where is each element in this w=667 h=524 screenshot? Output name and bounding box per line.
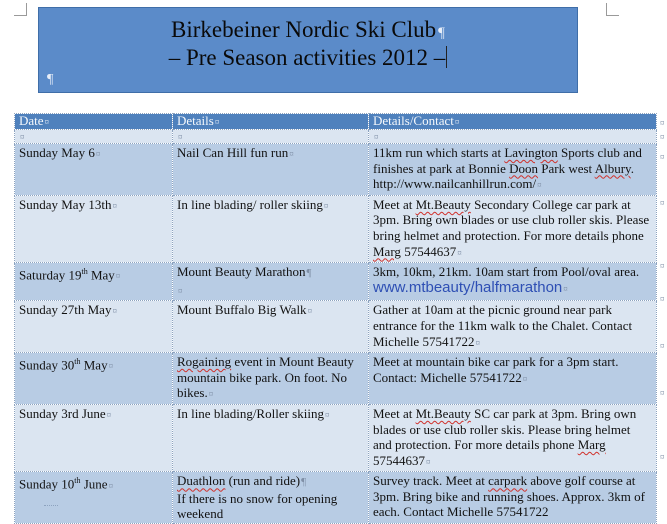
cell-end-marker-icon: ¤	[324, 409, 330, 420]
table-row	[15, 353, 657, 405]
cell-end-marker-icon: ¤	[20, 132, 25, 142]
row-end-marker-icon: ¤	[660, 261, 665, 271]
table-cell[interactable]	[15, 130, 173, 144]
cell-end-marker-icon: ¤	[214, 117, 220, 127]
page-margin-corner-left	[14, 3, 27, 16]
cell-end-marker-icon: ¤	[44, 117, 50, 127]
table-cell[interactable]	[173, 130, 369, 144]
activities-table[interactable]	[14, 113, 657, 524]
text-cursor	[446, 46, 447, 68]
cell-end-marker-icon: ¤	[178, 132, 183, 142]
table-header-row	[15, 114, 657, 130]
table-row	[15, 472, 657, 524]
cell-end-marker-icon: ¤	[95, 149, 101, 159]
details-cell[interactable]: Duathlon (run and ride)¶ If there is no snow for opening weekend	[173, 472, 369, 524]
header-contact: Details/Contact¤	[369, 114, 657, 130]
contact-cell[interactable]: Meet at Mt.Beauty SC car park at 3pm. Bring own blades or use club roller skis. Please bring helmet and protection. For more details phone Marg 57544637¤	[369, 404, 657, 471]
row-end-marker-icon: ¤	[660, 294, 665, 304]
table-spacer-row	[15, 130, 657, 144]
table-row	[15, 404, 657, 471]
cell-end-marker-icon: ¤	[106, 409, 112, 420]
cell-end-marker-icon: ¤	[323, 200, 329, 211]
cell-end-marker-icon: ¤	[457, 247, 462, 258]
paragraph-mark-icon: ¶	[438, 25, 445, 41]
title-line-2: – Pre Season activities 2012 –	[168, 45, 446, 70]
row-end-marker-icon: ¤	[660, 388, 665, 398]
date-cell[interactable]: Sunday 3rd June¤	[15, 404, 173, 471]
cell-end-marker-icon: ¤	[289, 149, 294, 159]
table-row	[15, 195, 657, 262]
marathon-link[interactable]: www.mtbeauty/halfmarathon	[373, 278, 563, 296]
row-end-marker-icon: ¤	[660, 452, 665, 462]
cell-end-marker-icon: ¤	[307, 306, 313, 317]
paragraph-mark-icon: ¶	[301, 476, 307, 489]
header-date: Date¤	[15, 114, 173, 130]
title-line-1: Birkebeiner Nordic Ski Club ¶	[171, 17, 445, 42]
contact-cell[interactable]: Gather at 10am at the picnic ground near park entrance for the 11km walk to the Chalet. Contact Michelle 57541722¤	[369, 301, 657, 353]
contact-cell[interactable]: Meet at mountain bike car park for a 3pm start. Contact: Michelle 57541722¤	[369, 353, 657, 405]
date-cell[interactable]: Sunday 27th May¤	[15, 301, 173, 353]
details-cell[interactable]: In line blading/Roller skiing¤	[173, 404, 369, 471]
details-cell[interactable]: Mount Buffalo Big Walk¤	[173, 301, 369, 353]
date-cell[interactable]: Sunday 10th June¤	[15, 472, 173, 524]
cell-end-marker-icon: ¤	[454, 117, 460, 127]
contact-cell[interactable]: Survey track. Meet at carpark above golf course at 3pm. Bring bike and running shoes. Approx. 3km of each. Contact Michelle 57541722	[369, 472, 657, 524]
cell-end-marker-icon: ¤	[563, 283, 568, 294]
date-cell[interactable]: Sunday May 13th¤	[15, 195, 173, 262]
row-end-marker-icon: ¤	[660, 118, 665, 128]
row-end-marker-icon: ¤	[660, 152, 665, 162]
cell-end-marker-icon: ¤	[178, 285, 183, 296]
cell-end-marker-icon: ¤	[426, 456, 431, 467]
date-cell[interactable]: Sunday 30th May¤	[15, 353, 173, 405]
contact-cell[interactable]: 11km run which starts at Lavington Sports club and finishes at park at Bonnie Doon Park west Albury. http://www.nailcanhillrun.com/¤	[369, 144, 657, 196]
row-end-marker-icon: ¤	[660, 198, 665, 208]
table-row	[15, 301, 657, 353]
details-cell[interactable]: Nail Can Hill fun run¤	[173, 144, 369, 196]
paragraph-mark-icon: ¶	[47, 72, 54, 87]
row-end-marker-icon: ¤	[660, 341, 665, 351]
contact-cell[interactable]: 3km, 10km, 21km. 10am start from Pool/oval area. www.mtbeauty/halfmarathon¤	[369, 263, 657, 301]
cell-end-marker-icon: ¤	[108, 361, 114, 372]
details-cell[interactable]: Mount Beauty Marathon¶ ¤	[173, 263, 369, 301]
table-row	[15, 263, 657, 301]
cell-end-marker-icon: ¤	[112, 200, 117, 211]
row-end-marker-icon: ¤	[660, 132, 665, 142]
cell-end-marker-icon: ¤	[522, 373, 528, 384]
cell-end-marker-icon: ¤	[374, 132, 379, 142]
date-cell[interactable]: Sunday May 6¤	[15, 144, 173, 196]
contact-cell[interactable]: Meet at Mt.Beauty Secondary College car park at 3pm. Bring own blades or use club roller skis. Please bring helmet and protection. For more details phone Marg 57544637¤	[369, 195, 657, 262]
cell-end-marker-icon: ¤	[108, 480, 114, 491]
paragraph-mark-icon: ¶	[306, 267, 312, 280]
details-cell[interactable]: Rogaining event in Mount Beauty mountain bike park. On foot. No bikes.¤	[173, 353, 369, 405]
title-box[interactable]	[38, 7, 578, 93]
table-row	[15, 144, 657, 196]
cell-end-marker-icon: ¤	[112, 306, 117, 317]
table-bottom-marker	[44, 505, 58, 509]
cell-end-marker-icon: ¤	[208, 389, 214, 400]
page-margin-corner-right	[606, 3, 619, 16]
details-cell[interactable]: In line blading/ roller skiing¤	[173, 195, 369, 262]
table-cell[interactable]	[369, 130, 657, 144]
cell-end-marker-icon: ¤	[475, 337, 480, 348]
cell-end-marker-icon: ¤	[115, 271, 121, 282]
cell-end-marker-icon: ¤	[537, 180, 542, 191]
date-cell[interactable]: Saturday 19th May¤	[15, 263, 173, 301]
header-details: Details¤	[173, 114, 369, 130]
